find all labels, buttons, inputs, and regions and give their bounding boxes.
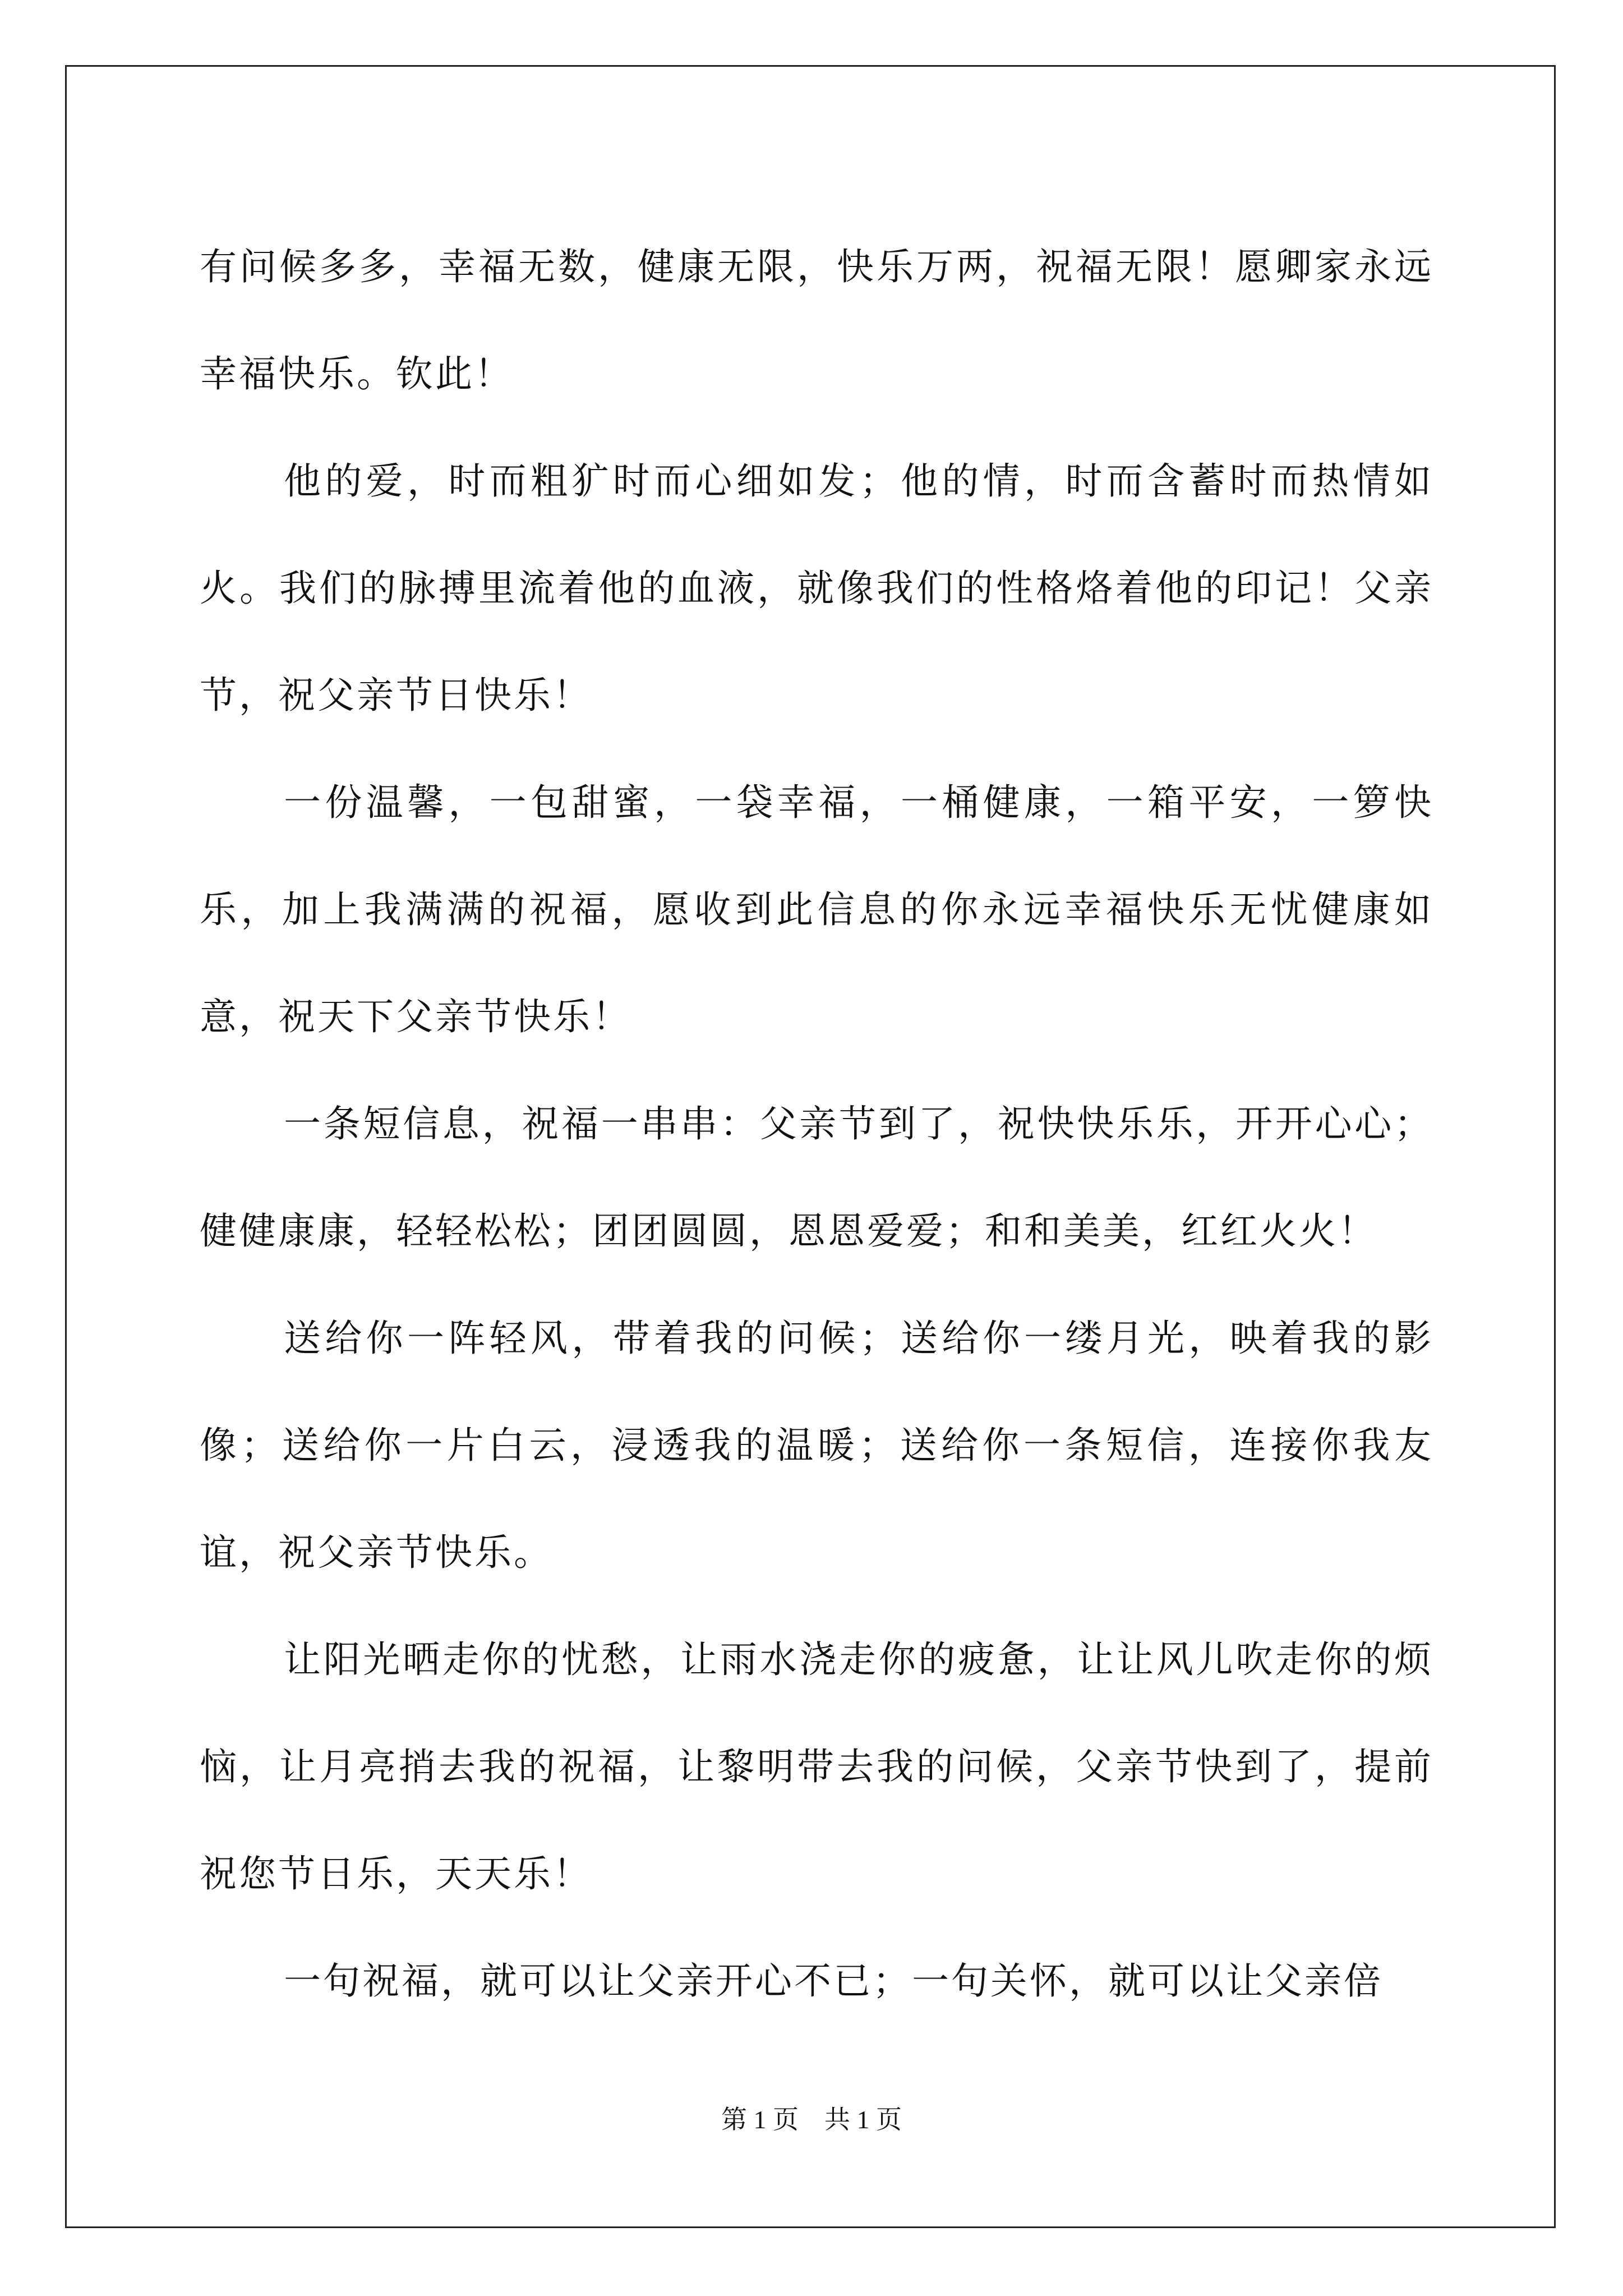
paragraph: 一句祝福，就可以让父亲开心不已；一句关怀，就可以让父亲倍 bbox=[284, 1959, 1383, 2003]
paragraph: 一条短信息，祝福一串串：父亲节到了，祝快快乐乐，开开心心；健健康康，轻轻松松；团团圆圆，恩恩爱爱；和和美美，红红火火！ bbox=[200, 1102, 1433, 1253]
paragraph: 让阳光晒走你的忧愁，让雨水浇走你的疲惫，让让风儿吹走你的烦恼，让月亮捎去我的祝福，让黎明带去我的问候，父亲节快到了，提前祝您节日乐，天天乐！ bbox=[200, 1638, 1433, 1895]
page-number-footer: 第 1 页 共 1 页 bbox=[721, 2105, 902, 2134]
paragraph: 送给你一阵轻风，带着我的问候；送给你一缕月光，映着我的影像；送给你一片白云，浸透我的温暖；送给你一条短信，连接你我友谊，祝父亲节快乐。 bbox=[200, 1317, 1433, 1574]
document-body bbox=[200, 213, 1433, 2035]
paragraph: 有问候多多，幸福无数，健康无限，快乐万两，祝福无限！愿卿家永远幸福快乐。钦此！ bbox=[200, 245, 1433, 395]
paragraph: 一份温馨，一包甜蜜，一袋幸福，一桶健康，一箱平安，一箩快乐，加上我满满的祝福，愿收到此信息的你永远幸福快乐无忧健康如意，祝天下父亲节快乐！ bbox=[200, 781, 1433, 1038]
paragraph: 他的爱，时而粗犷时而心细如发；他的情，时而含蓄时而热情如火。我们的脉搏里流着他的血液，就像我们的性格烙着他的印记！父亲节，祝父亲节日快乐！ bbox=[200, 459, 1433, 717]
